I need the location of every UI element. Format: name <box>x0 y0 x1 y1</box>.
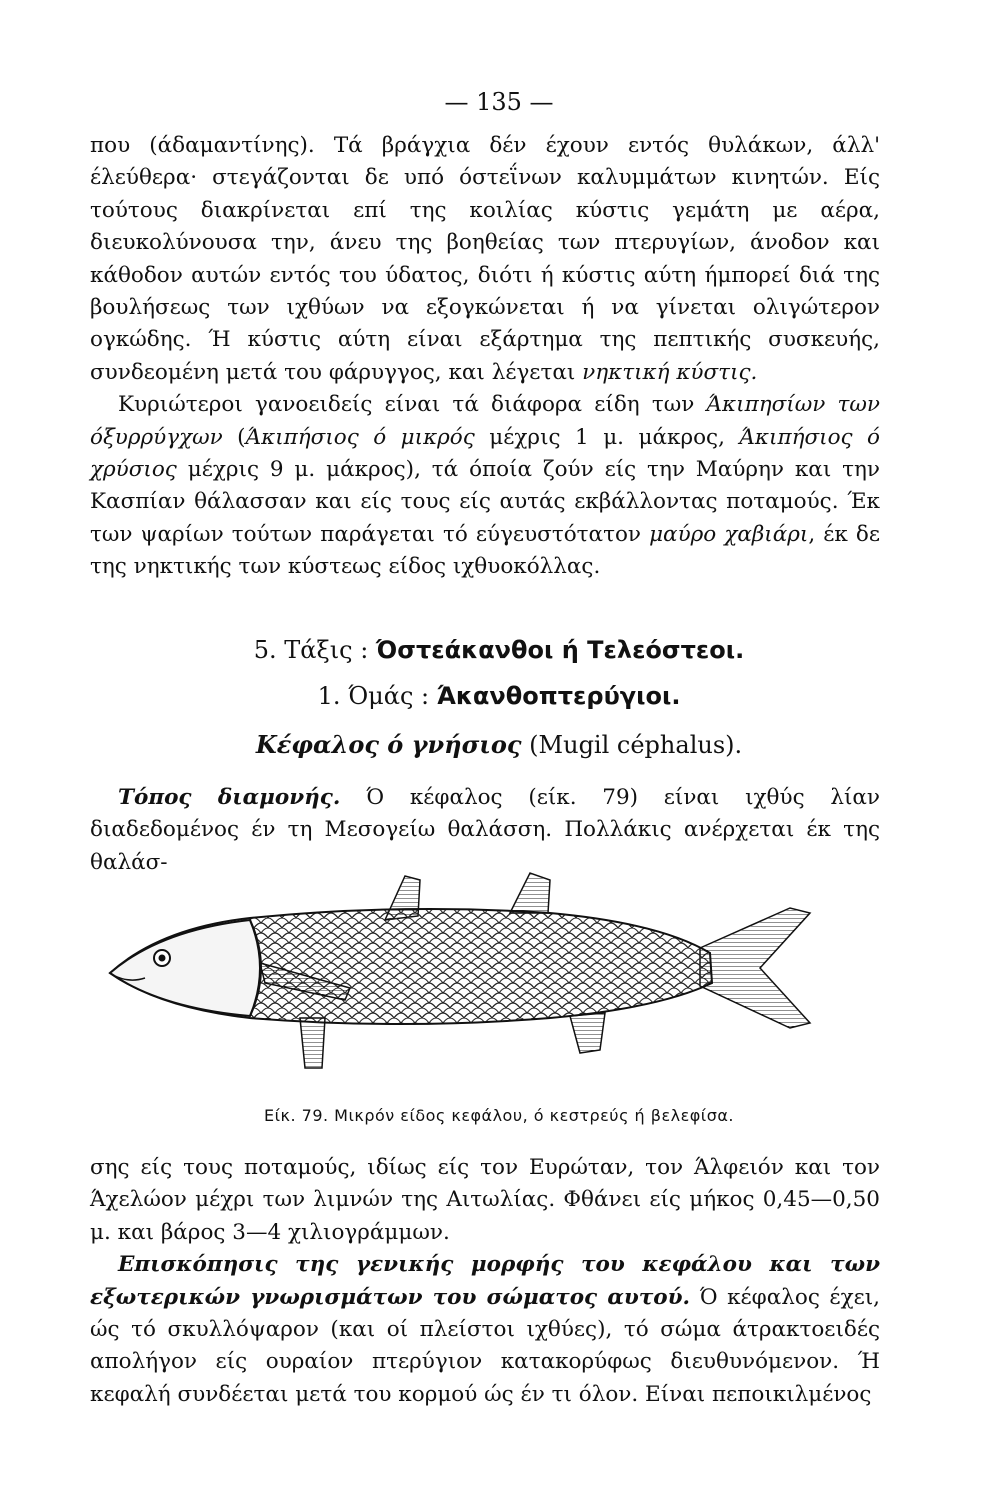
text-block-bottom <box>90 1152 880 1411</box>
overview-label: Επισκόπησις της γενικής μορφής του κεφάλου και των εξωτερικών γνωρισμάτων του σώματος αυτού. <box>90 1252 880 1310</box>
figure-caption: Είκ. 79. Μικρόν είδος κεφάλου, ό κεστρεύς ή βελεφίσα. <box>264 1106 734 1125</box>
swim-bladder-term: νηκτική κύστις. <box>582 359 758 385</box>
page-number: — 135 — <box>444 88 554 116</box>
fish-head <box>110 920 260 1016</box>
group-heading: 1. Όμάς : Άκανθοπτερύγιοι. <box>317 682 681 710</box>
dorsal-fin-second <box>510 873 550 913</box>
order-heading: 5. Τάξις : Όστεάκανθοι ή Τελεόστεοι. <box>253 636 745 664</box>
paragraph-ganoids: Κυριώτεροι γανοειδείς είναι τά διάφορα είδη των Άκιπησίων των όξυρρύγχων (Άκιπήσιος ό μικρός μέχρις 1 μ. μάκρος, Άκιπήσιος ό χρύσιος μέχρις 9 μ. μάκρος), τά όποία ζούν είς την Μαύρην και την Κασπίαν θάλασσαν και είς τους είς αυτάς εκβάλλοντας ποταμούς. Έκ των ψαρίων τούτων παράγεται τό εύγευστότατον μαύρο χαβιάρι, έκ δε της νηκτικής των κύστεως είδος ιχθυοκόλλας. <box>90 392 881 580</box>
mullet-illustration <box>100 858 900 1088</box>
species-heading: Κέφαλος ό γνήσιος (Mugil céphalus). <box>255 730 743 759</box>
text-block-top <box>90 130 880 584</box>
swim-bladder-text: που (άδαμαντίνης). Τά βράγχια δέν έχουν εντός θυλάκων, άλλ' έλεύθερα· στεγάζονται δε υπό όστεΐνων καλυμμάτων κινητών. Είς τούτους διακρίνεται επί της κοιλίας κύστις γεμάτη με αέρα, διευκολύνουσα την, άνευ της βοηθείας των πτερυγίων, άνοδον και κάθοδον αυτών εντός του ύδατος, διότι ή κύστις αύτη ήμπορεί διά της βουλήσεως των ιχθύων να εξογκώνεται ή να γίνεται ολιγώτερον ογκώδης. Ή κύστις αύτη είναι εξάρτημα της πεπτικής συσκευής, συνδεομένη μετά του φάρυγγος, και λέγεται <box>90 133 880 385</box>
pelvic-fin <box>300 1018 325 1068</box>
paragraph-overview: Επισκόπησις της γενικής μορφής του κεφάλου και των εξωτερικών γνωρισμάτων του σώματος αυτού. Ό κέφαλος έχει, ώς τό σκυλλόψαρον (και οί πλείστοι ιχθύες), τό σώμα άτρακτοειδές απολήγον είς ουραίον πτερύγιον κατακορύφως διευθυνόμενον. Ή κεφαλή συνδέεται μετά του κορμού ώς έν τι όλον. Είναι πεποικιλμένος <box>90 1252 880 1407</box>
anal-fin <box>570 1013 605 1053</box>
habitat-paragraph: Τόπος διαμονής. Ό κέφαλος (είκ. 79) είναι ιχθύς λίαν διαδεδομένος έν τη Μεσογείω θαλάσση. Πολλάκις ανέρχεται έκ της θαλάσ- <box>90 785 880 875</box>
paragraph-rivers: σης είς τους ποταμούς, ιδίως είς τον Ευρώταν, τον Άλφειόν και τον Άχελώον μέχρι των λιμνών της Αιτωλίας. Φθάνει είς μήκος 0,45—0,50 μ. και βάρος 3—4 χιλιογράμμων. <box>90 1155 880 1245</box>
paragraph-swim-bladder <box>90 130 880 389</box>
tail-fin <box>700 908 810 1028</box>
habitat-label: Τόπος διαμονής. <box>118 785 341 810</box>
